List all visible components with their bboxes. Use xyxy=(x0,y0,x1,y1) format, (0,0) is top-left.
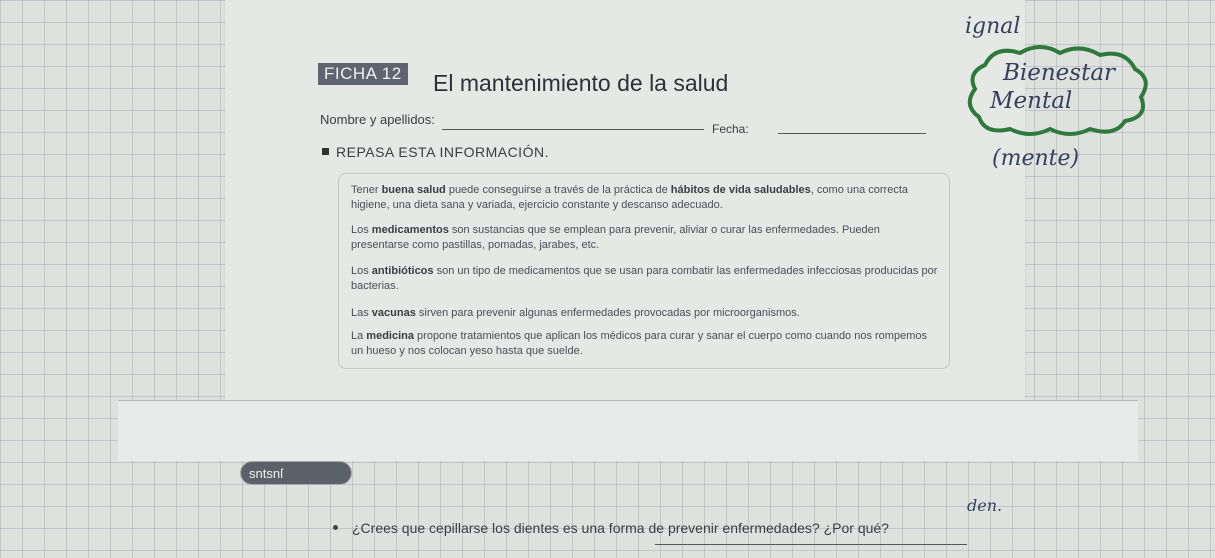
p1-text-a: Tener xyxy=(351,184,382,196)
answer-field[interactable] xyxy=(655,544,967,545)
date-field[interactable] xyxy=(778,133,926,134)
name-label: Nombre y apellidos: xyxy=(320,112,435,127)
p2-bold-medicamentos: medicamentos xyxy=(371,224,449,236)
handwritten-cloud-line2: Mental xyxy=(990,88,1073,114)
p1-text-e: , como una correcta higiene, una dieta sana y variada, ejercicio constante y descanso adecuado. xyxy=(351,184,909,211)
bullet-dot-icon xyxy=(333,525,338,530)
handwritten-cloud-line1: Bienestar xyxy=(1003,60,1116,86)
handwritten-note-mente: (mente) xyxy=(992,146,1080,171)
p4-text-a: Las xyxy=(351,307,372,319)
p5-bold-medicina: medicina xyxy=(366,330,414,342)
paragraph-healthy-habits xyxy=(351,183,941,213)
paragraph-medicamentos xyxy=(351,223,941,253)
name-field[interactable] xyxy=(442,129,704,130)
section-heading xyxy=(322,144,549,160)
p1-text-c: puede conseguirse a través de la práctica de xyxy=(445,184,671,196)
p1-bold-habitos: hábitos de vida saludables xyxy=(670,184,811,196)
question-text: ¿Crees que cepillarse los dientes es una forma de prevenir enfermedades? ¿Por qué? xyxy=(352,520,889,536)
paragraph-vacunas xyxy=(351,306,941,321)
handwritten-note-bottom: den. xyxy=(967,496,1003,515)
p3-text-a: Los xyxy=(351,265,372,277)
paragraph-antibioticos xyxy=(351,264,941,294)
p2-text-c: son sustancias que se emplean para prevenir, aliviar o curar las enfermedades. Pueden presentarse como pastillas, pomadas, jarabes, etc. xyxy=(351,224,880,251)
handwritten-note-top: ignal xyxy=(965,14,1021,39)
ficha-badge: FICHA 12 xyxy=(318,63,408,85)
folded-page-band xyxy=(118,400,1138,461)
p1-bold-buena-salud: buena salud xyxy=(381,184,446,196)
question-item xyxy=(333,520,889,536)
mirrored-label: sntsnſ xyxy=(240,461,352,485)
p4-text-c: sirven para prevenir algunas enfermedades provocadas por microorganismos. xyxy=(415,307,800,319)
p4-bold-vacunas: vacunas xyxy=(371,307,416,319)
date-label: Fecha: xyxy=(712,122,749,136)
p5-text-a: La xyxy=(351,330,367,342)
square-bullet-icon xyxy=(322,148,329,155)
p3-bold-antibioticos: antibióticos xyxy=(371,265,434,277)
p2-text-a: Los xyxy=(351,224,372,236)
page-title: El mantenimiento de la salud xyxy=(433,70,729,96)
p5-text-c: propone tratamientos que aplican los médicos para curar y sanar el cuerpo como cuando nos rompemos un hueso y nos colocan yeso hasta que suelde. xyxy=(351,330,927,357)
section-heading-text: REPASA ESTA INFORMACIÓN. xyxy=(336,144,549,160)
paragraph-medicina xyxy=(351,329,941,359)
p3-text-c: son un tipo de medicamentos que se usan para combatir las enfermedades infecciosas producidas por bacterias. xyxy=(351,265,938,292)
